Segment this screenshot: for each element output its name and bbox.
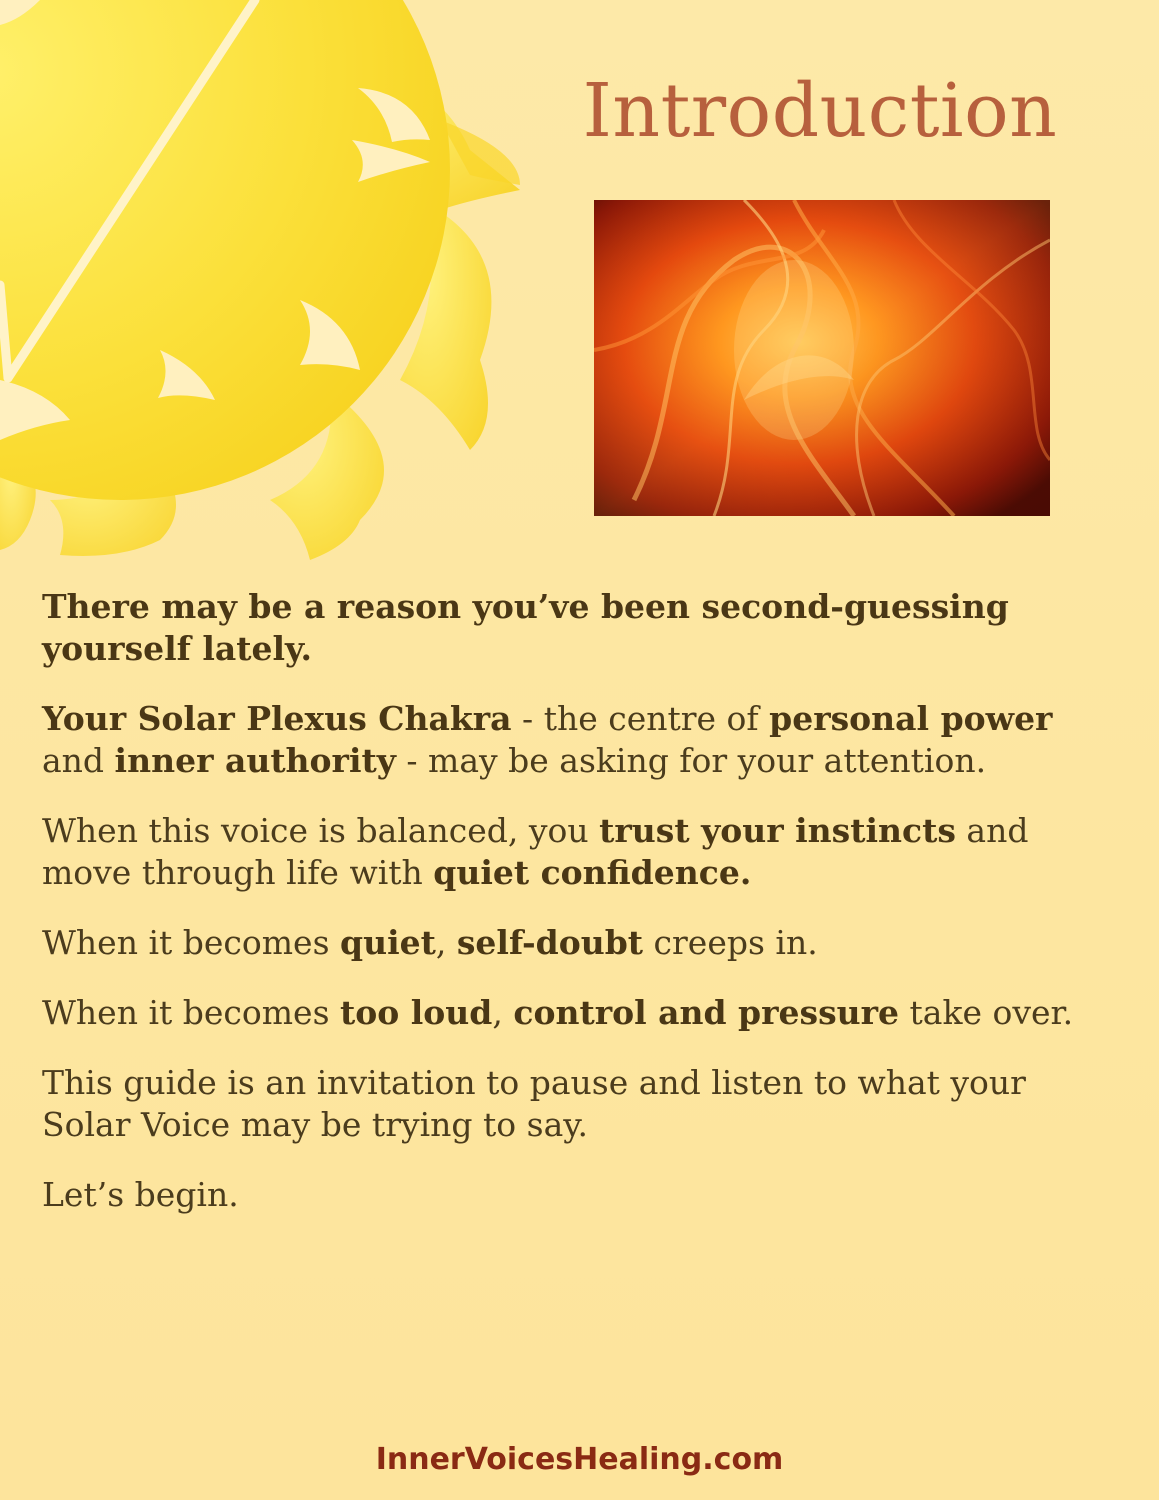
intro-paragraph bbox=[42, 1174, 1122, 1216]
intro-paragraph bbox=[42, 698, 1122, 782]
body-text: - may be asking for your attention. bbox=[395, 741, 987, 780]
intro-paragraph bbox=[42, 992, 1122, 1034]
intro-paragraph bbox=[42, 586, 1122, 670]
body-text: and move through life with bbox=[42, 811, 1029, 892]
intro-paragraph bbox=[42, 922, 1122, 964]
emphasis-text: There may be a reason you’ve been second-guessing yourself lately. bbox=[42, 587, 1009, 668]
body-text: This guide is an invitation to pause and listen to what your Solar Voice may be trying to say. bbox=[42, 1063, 1026, 1144]
emphasis-text: too loud bbox=[340, 993, 493, 1032]
body-text: take over. bbox=[899, 993, 1074, 1032]
body-text: Let’s begin. bbox=[42, 1175, 239, 1214]
body-text: - the centre of bbox=[511, 699, 770, 738]
body-text: When this voice is balanced, you bbox=[42, 811, 600, 850]
body-text: , bbox=[435, 923, 457, 962]
intro-paragraph bbox=[42, 810, 1122, 894]
body-text: When it becomes bbox=[42, 923, 340, 962]
body-text: and bbox=[42, 741, 115, 780]
emphasis-text: quiet confidence. bbox=[433, 853, 752, 892]
emphasis-text: self-doubt bbox=[456, 923, 644, 962]
emphasis-text: Your Solar Plexus Chakra bbox=[42, 699, 512, 738]
emphasis-text: trust your instincts bbox=[599, 811, 956, 850]
emphasis-text: personal power bbox=[769, 699, 1053, 738]
solar-plexus-chakra-icon bbox=[0, 0, 540, 560]
emphasis-text: inner authority bbox=[114, 741, 396, 780]
page-title: Introduction bbox=[582, 68, 1058, 154]
body-text: , bbox=[492, 993, 514, 1032]
intro-body bbox=[42, 586, 1122, 1244]
emphasis-text: control and pressure bbox=[513, 993, 900, 1032]
intro-paragraph bbox=[42, 1062, 1122, 1146]
fire-abstract-image bbox=[594, 200, 1050, 516]
body-text: creeps in. bbox=[643, 923, 818, 962]
body-text: When it becomes bbox=[42, 993, 340, 1032]
website-footer: InnerVoicesHealing.com bbox=[375, 1442, 784, 1477]
emphasis-text: quiet bbox=[340, 923, 436, 962]
